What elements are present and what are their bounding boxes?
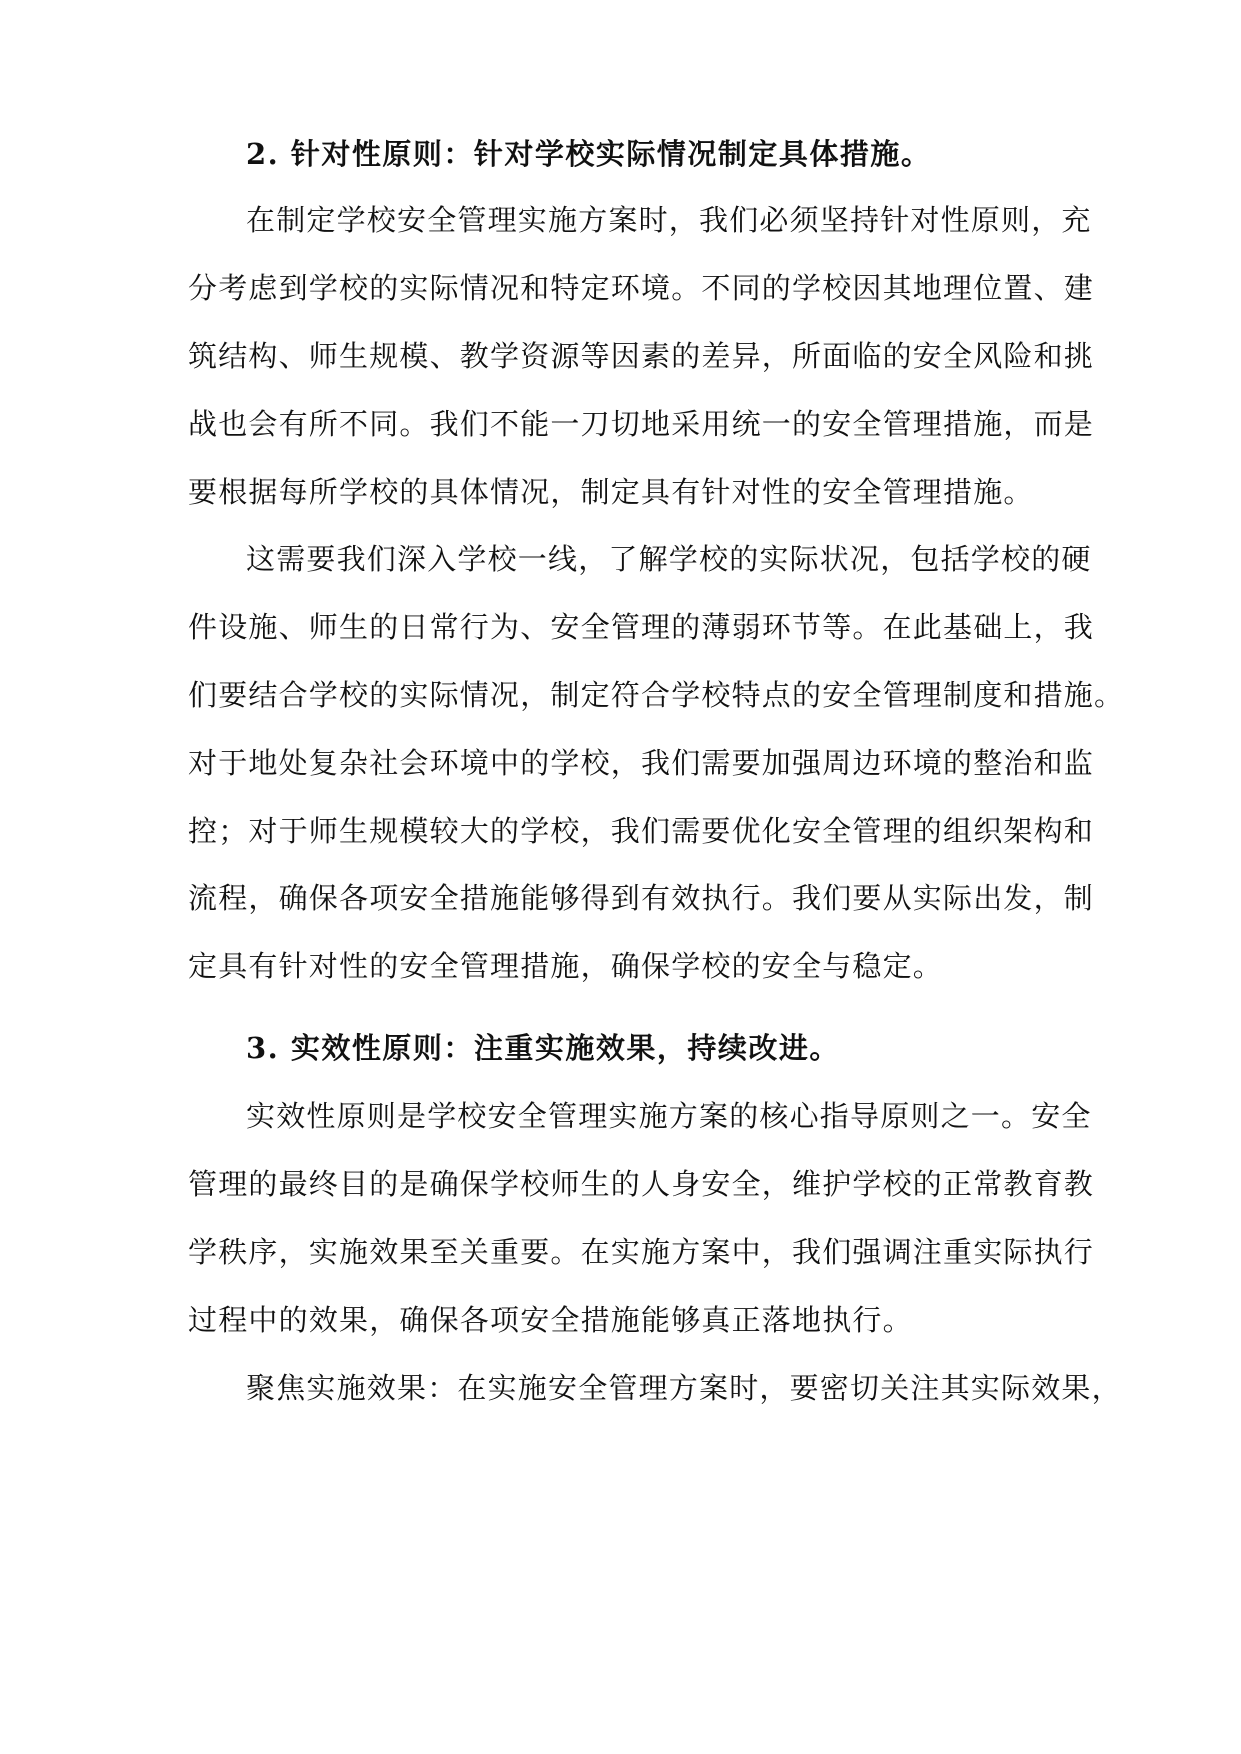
paragraph-line: 定具有针对性的安全管理措施，确保学校的安全与稳定。 xyxy=(188,949,944,983)
paragraph-line: 管理的最终目的是确保学校师生的人身安全，维护学校的正常教育教 xyxy=(188,1167,1095,1201)
paragraph-line: 件设施、师生的日常行为、安全管理的薄弱环节等。在此基础上，我 xyxy=(188,610,1095,644)
section-2-heading: 2. 针对性原则：针对学校实际情况制定具体措施。 xyxy=(246,137,932,171)
paragraph-line: 们要结合学校的实际情况，制定符合学校特点的安全管理制度和措施。 xyxy=(188,678,1125,712)
section-3-heading: 3. 实效性原则：注重实施效果，持续改进。 xyxy=(246,1031,840,1065)
paragraph-line: 战也会有所不同。我们不能一刀切地采用统一的安全管理措施，而是 xyxy=(188,407,1095,441)
paragraph-line: 对于地处复杂社会环境中的学校，我们需要加强周边环境的整治和监 xyxy=(188,746,1095,780)
paragraph-line: 筑结构、师生规模、教学资源等因素的差异，所面临的安全风险和挑 xyxy=(188,339,1095,373)
paragraph-line: 在制定学校安全管理实施方案时，我们必须坚持针对性原则，充 xyxy=(246,203,1092,237)
paragraph-line: 过程中的效果，确保各项安全措施能够真正落地执行。 xyxy=(188,1303,913,1337)
paragraph-line: 这需要我们深入学校一线，了解学校的实际状况，包括学校的硬 xyxy=(246,542,1092,576)
paragraph-line: 控；对于师生规模较大的学校，我们需要优化安全管理的组织架构和 xyxy=(188,814,1095,848)
paragraph-line: 聚焦实施效果：在实施安全管理方案时，要密切关注其实际效果， xyxy=(246,1371,1122,1405)
paragraph-line: 实效性原则是学校安全管理实施方案的核心指导原则之一。安全 xyxy=(246,1099,1092,1133)
paragraph-line: 流程，确保各项安全措施能够得到有效执行。我们要从实际出发，制 xyxy=(188,881,1095,915)
paragraph-line: 分考虑到学校的实际情况和特定环境。不同的学校因其地理位置、建 xyxy=(188,271,1095,305)
paragraph-line: 要根据每所学校的具体情况，制定具有针对性的安全管理措施。 xyxy=(188,475,1034,509)
paragraph-line: 学秩序，实施效果至关重要。在实施方案中，我们强调注重实际执行 xyxy=(188,1235,1095,1269)
